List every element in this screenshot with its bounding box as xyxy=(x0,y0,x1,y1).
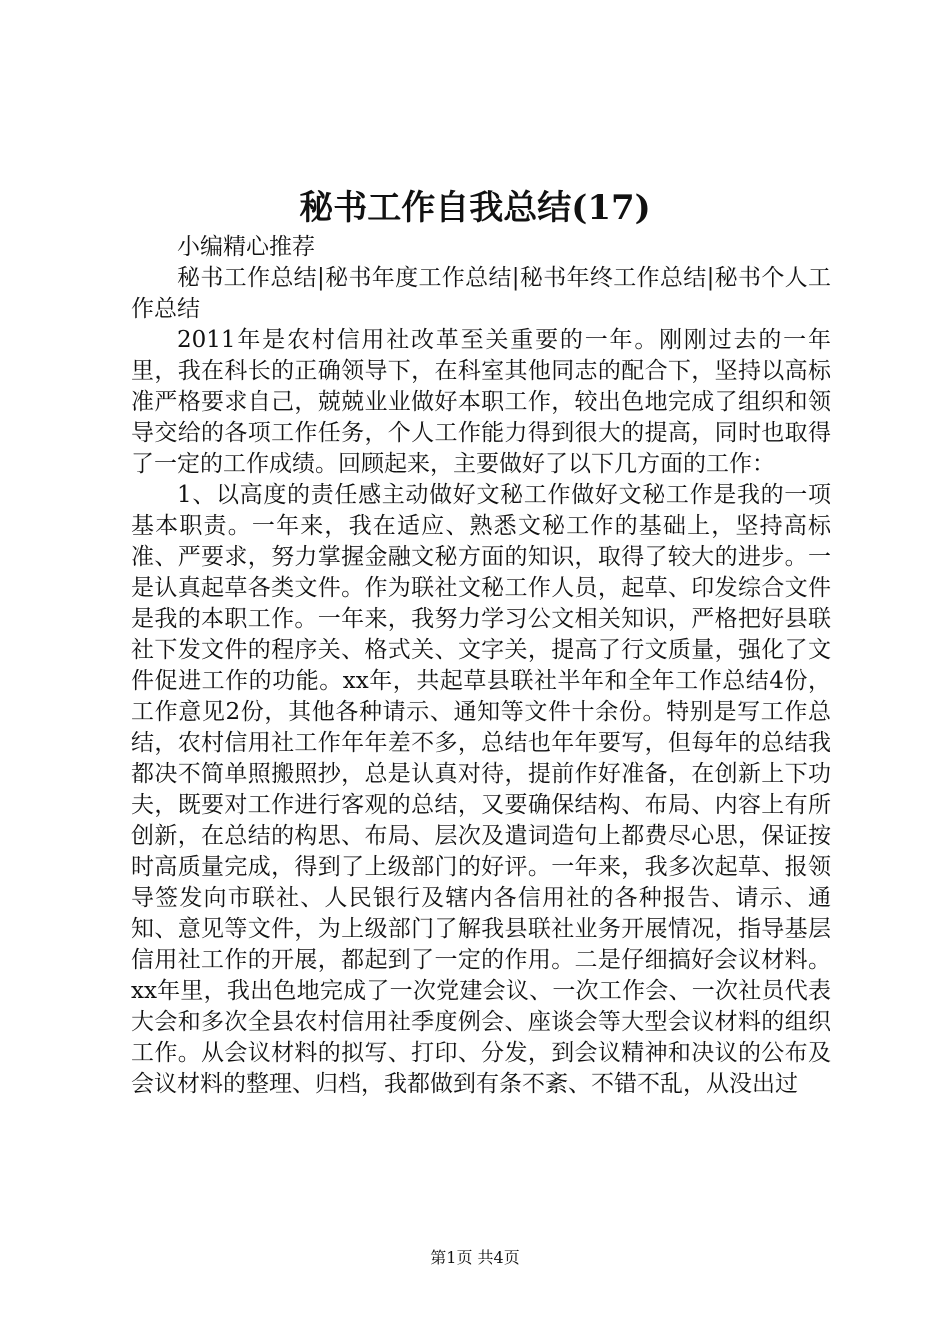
recommend-line: 小编精心推荐 xyxy=(177,234,315,260)
document-body xyxy=(131,232,831,1100)
intro-paragraph: 2011年是农村信用社改革至关重要的一年。刚刚过去的一年里，我在科长的正确领导下，在科室其他同志的配合下，坚持以高标准严格要求自己，兢兢业业做好本职工作，较出色地完成了组织和领导交给的各项工作任务，个人工作能力得到很大的提高，同时也取得了一定的工作成绩。回顾起来，主要做好了以下几方面的工作： xyxy=(131,327,831,477)
related-links: 秘书工作总结|秘书年度工作总结|秘书年终工作总结|秘书个人工作总结 xyxy=(131,265,831,322)
section-1-paragraph: 1、以高度的责任感主动做好文秘工作做好文秘工作是我的一项基本职责。一年来，我在适应、熟悉文秘工作的基础上，坚持高标准、严要求，努力掌握金融文秘方面的知识，取得了较大的进步。一是认真起草各类文件。作为联社文秘工作人员，起草、印发综合文件是我的本职工作。一年来，我努力学习公文相关知识，严格把好县联社下发文件的程序关、格式关、文字关，提高了行文质量，强化了文件促进工作的功能。xx年，共起草县联社半年和全年工作总结4份，工作意见2份，其他各种请示、通知等文件十余份。特别是写工作总结，农村信用社工作年年差不多，总结也年年要写，但每年的总结我都决不简单照搬照抄，总是认真对待，提前作好准备，在创新上下功夫，既要对工作进行客观的总结，又要确保结构、布局、内容上有所创新，在总结的构思、布局、层次及遣词造句上都费尽心思，保证按时高质量完成，得到了上级部门的好评。一年来，我多次起草、报领导签发向市联社、人民银行及辖内各信用社的各种报告、请示、通知、意见等文件，为上级部门了解我县联社业务开展情况，指导基层信用社工作的开展，都起到了一定的作用。二是仔细搞好会议材料。xx年里，我出色地完成了一次党建会议、一次工作会、一次社员代表大会和多次全县农村信用社季度例会、座谈会等大型会议材料的组织工作。从会议材料的拟写、打印、分发，到会议精神和决议的公布及会议材料的整理、归档，我都做到有条不紊、不错不乱，从没出过 xyxy=(131,482,831,1097)
document-title: 秘书工作自我总结(17) xyxy=(299,188,651,228)
page-footer: 第1页 共4页 xyxy=(430,1248,520,1267)
